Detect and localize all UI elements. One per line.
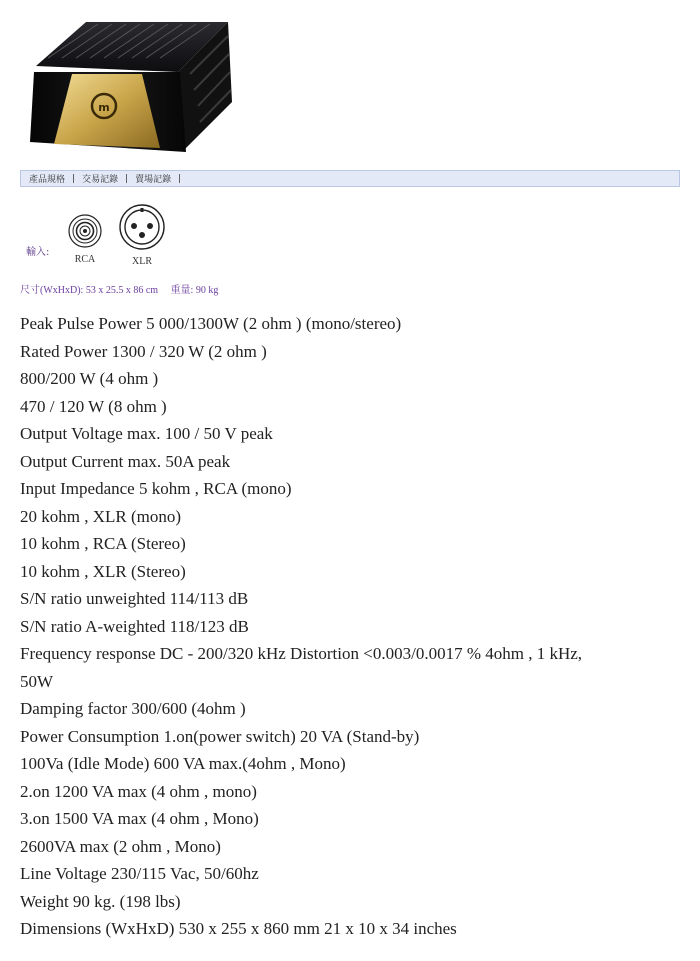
tab-bar bbox=[20, 170, 680, 187]
spec-line: S/N ratio unweighted 114/113 dB bbox=[20, 589, 249, 608]
amplifier-product-image bbox=[28, 14, 234, 160]
spec-line: 50W bbox=[20, 671, 54, 691]
spec-line: Dimensions (WxHxD) 530 x 255 x 860 mm 21 x 10 x 34 inches bbox=[20, 919, 457, 938]
spec-line: Output Voltage max. 100 / 50 V peak bbox=[20, 424, 273, 443]
spec-line: 20 kohm , XLR (mono) bbox=[20, 506, 182, 526]
spec-line: Peak Pulse Power 5 000/1300W (2 ohm ) (mono/stereo) bbox=[20, 314, 402, 333]
xlr-connector bbox=[116, 204, 168, 267]
svg-text:m: m bbox=[98, 101, 110, 114]
spec-line: Line Voltage 230/115 Vac, 50/60hz bbox=[20, 864, 259, 883]
spec-line: Power Consumption 1.on(power switch) 20 VA (Stand-by) bbox=[20, 726, 420, 746]
dimensions-text: 尺寸(WxHxD): 53 x 25.5 x 86 cm bbox=[20, 285, 159, 296]
tab-separator: | bbox=[178, 173, 182, 184]
weight-text: 重量: 90 kg bbox=[170, 285, 219, 296]
rca-connector bbox=[64, 214, 106, 265]
spec-line: 10 kohm , XLR (Stereo) bbox=[20, 561, 186, 581]
spec-line: 3.on 1500 VA max (4 ohm , Mono) bbox=[20, 809, 259, 828]
spec-line: Frequency response DC - 200/320 kHz Distortion <0.003/0.0017 % 4ohm , 1 kHz, bbox=[20, 644, 583, 663]
tab-separator: | bbox=[72, 173, 76, 184]
spec-line: 10 kohm , RCA (Stereo) bbox=[20, 534, 186, 553]
spec-line: 2600VA max (2 ohm , Mono) bbox=[20, 836, 221, 856]
spec-line: S/N ratio A-weighted 118/123 dB bbox=[20, 616, 249, 636]
tab-transaction-records[interactable]: 交易記錄 bbox=[82, 175, 119, 185]
tab-product-specs[interactable]: 產品規格 bbox=[29, 175, 66, 185]
tab-separator: | bbox=[125, 173, 129, 184]
spec-line: Damping factor 300/600 (4ohm ) bbox=[20, 699, 246, 718]
xlr-label: XLR bbox=[132, 256, 152, 267]
spec-line: 2.on 1200 VA max (4 ohm , mono) bbox=[20, 781, 257, 801]
tab-store-records[interactable]: 賣場記錄 bbox=[135, 175, 172, 185]
spec-line: Weight 90 kg. (198 lbs) bbox=[20, 891, 181, 911]
spec-line: Output Current max. 50A peak bbox=[20, 451, 231, 471]
spec-line: 470 / 120 W (8 ohm ) bbox=[20, 396, 167, 416]
size-weight-line bbox=[20, 281, 218, 296]
rca-label: RCA bbox=[74, 254, 96, 265]
rca-connector-icon bbox=[68, 214, 102, 248]
spec-line: Input Impedance 5 kohm , RCA (mono) bbox=[20, 479, 292, 498]
spec-line: 100Va (Idle Mode) 600 VA max.(4ohm , Mono) bbox=[20, 754, 346, 773]
spec-line: Rated Power 1300 / 320 W (2 ohm ) bbox=[20, 341, 267, 361]
spec-line: 800/200 W (4 ohm ) bbox=[20, 369, 159, 388]
inputs-label: 輸入: bbox=[26, 247, 50, 258]
xlr-connector-icon bbox=[118, 204, 166, 250]
spec-list bbox=[20, 310, 685, 943]
